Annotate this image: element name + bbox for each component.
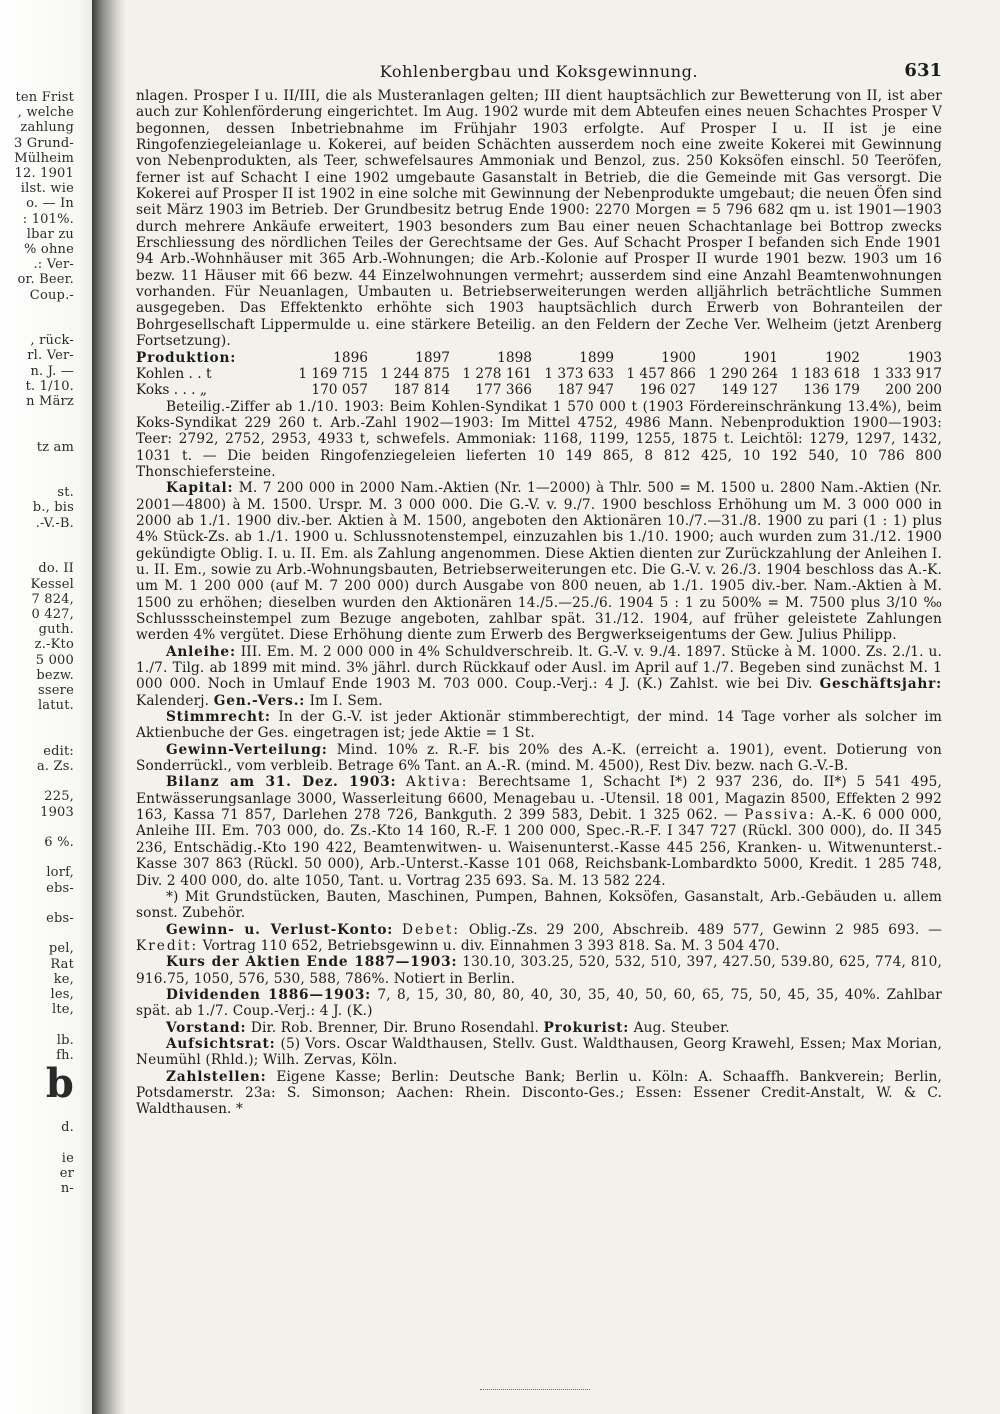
stimmrecht-text: In der G.-V. ist jeder Aktionär stimmberechtigt, der mind. 14 Tage vorher als solcher im Aktienbuche der Ges. eingetragen ist; jede Aktie = 1 St. xyxy=(136,709,942,742)
production-year: 1899 xyxy=(579,349,614,366)
margin-line: lbar zu xyxy=(26,226,74,242)
production-year: 1902 xyxy=(825,349,860,366)
production-value: 136 179 xyxy=(803,382,860,399)
page-number: 631 xyxy=(904,60,942,81)
gewinn-label: Gewinn-Verteilung: xyxy=(166,741,328,758)
production-header-row xyxy=(136,350,942,366)
margin-line: 7 824, xyxy=(31,591,74,607)
margin-line xyxy=(0,546,74,561)
gewinn-text: Mind. 10% z. R.-F. bis 20% des A.-K. (erreicht a. 1901), event. Dotierung von Sonderrückl., vom verbleib. Betrage 6% Tant. an A.-R. (mind. M. 4500), Rest Div. bezw. nach G.-V.-B. xyxy=(136,741,942,775)
debet-text: Oblig.-Zs. 29 200, Abschreib. 489 577, Gewinn 2 985 693. — xyxy=(468,921,942,938)
zahlstellen-paragraph xyxy=(136,1069,942,1118)
margin-line: 0 427, xyxy=(31,606,74,622)
margin-line: pel, xyxy=(48,941,74,957)
margin-line: 225, xyxy=(44,789,74,805)
production-value: 1 183 618 xyxy=(790,365,860,382)
page-header xyxy=(136,58,942,88)
margin-line xyxy=(0,729,74,744)
margin-line xyxy=(0,409,74,424)
margin-line: , rück- xyxy=(30,333,74,349)
margin-line: lb. xyxy=(56,1032,74,1048)
book-gutter-shadow xyxy=(92,0,126,1414)
margin-line: 5 000 xyxy=(35,652,74,668)
margin-line: ie xyxy=(61,1150,74,1166)
margin-line: , welche xyxy=(17,105,74,121)
margin-big-letter: b xyxy=(45,1063,74,1105)
production-value: 149 127 xyxy=(721,382,778,399)
margin-line: edit: xyxy=(43,743,74,759)
production-row-label: Kohlen . . t xyxy=(136,365,212,382)
margin-line xyxy=(0,1135,74,1150)
margin-line: 1903 xyxy=(40,804,74,820)
margin-line: a. Zs. xyxy=(36,758,74,774)
geschaeftsjahr-label: Geschäftsjahr: xyxy=(819,676,942,693)
margin-line: n. J. — xyxy=(30,363,74,379)
passiva-label: Passiva: xyxy=(744,807,816,824)
margin-line: Kessel xyxy=(30,576,74,592)
vorstand-label: Vorstand: xyxy=(166,1019,247,1036)
geschaeftsjahr-text: Kalenderj. xyxy=(136,692,210,709)
margin-line xyxy=(0,713,74,728)
production-value: 1 457 866 xyxy=(626,365,696,382)
aktiva-label: Aktiva: xyxy=(405,774,469,791)
dividenden-paragraph xyxy=(136,987,942,1020)
production-value: 170 057 xyxy=(311,382,368,399)
margin-line: z.-Kto xyxy=(34,637,74,653)
aufsichtsrat-text: (5) Vors. Oscar Waldthausen, Stellv. Gust. Waldthausen, Georg Krawehl, Essen; Max Morian, Neumühl (Rhld.); Wilh. Zervas, Köln. xyxy=(136,1035,942,1069)
margin-line: bezw. xyxy=(36,667,74,683)
production-year: 1903 xyxy=(907,349,942,366)
margin-line: .: Ver- xyxy=(33,257,74,273)
production-label: Produktion: xyxy=(136,349,237,366)
production-value: 187 814 xyxy=(393,382,450,399)
aktiva-text: Berechtsame 1, Schacht I*) 2 937 236, do. II*) 5 541 495, Entwässerungsanlage 3000, Wasserleitung 6600, Menagebau u. -Utensil. 18 001, Magazin 8500, Effekten 2 992 163, Kassa 71 857, Darlehen 278 726, Bankguth. 2 399 583, Debit. 1 325 062. — xyxy=(136,774,942,824)
margin-line xyxy=(0,1105,74,1120)
margin-line: fh. xyxy=(56,1047,74,1063)
stimmrecht-paragraph xyxy=(136,709,942,742)
kurs-paragraph xyxy=(136,954,942,987)
production-value: 1 290 264 xyxy=(708,365,778,382)
margin-line: latut. xyxy=(37,698,74,714)
genvers-text: Im I. Sem. xyxy=(309,692,383,709)
margin-line: do. II xyxy=(38,561,74,577)
margin-line: lte, xyxy=(51,1002,74,1018)
anleihe-paragraph xyxy=(136,644,942,709)
guv-paragraph xyxy=(136,922,942,955)
kapital-label: Kapital: xyxy=(166,480,234,497)
margin-line: ebs- xyxy=(46,880,74,896)
margin-line: Rat xyxy=(50,956,74,972)
production-value: 1 333 917 xyxy=(872,365,942,382)
dividenden-text: 7, 8, 15, 30, 80, 80, 40, 30, 35, 40, 50, 60, 65, 75, 50, 45, 35, 40%. Zahlbar spät. ab 1./7. Coup.-Verj.: 4 J. (K.) xyxy=(136,986,942,1020)
margin-line: or. Beer. xyxy=(17,272,74,288)
margin-line: d. xyxy=(61,1120,74,1136)
bilanz-paragraph xyxy=(136,774,942,888)
production-year: 1901 xyxy=(743,349,778,366)
margin-line: ke, xyxy=(53,971,74,987)
aufsichtsrat-paragraph xyxy=(136,1036,942,1069)
zahlstellen-text: Eigene Kasse; Berlin: Deutsche Bank; Berlin u. Köln: A. Schaaffh. Bankverein; Berlin, Potsdamerstr. 23a: S. Simonson; Aachen: Rhein. Disconto-Ges.; Essen: Essener Credit-Anstalt, W. & C. Waldthausen. * xyxy=(136,1068,942,1118)
production-value: 200 200 xyxy=(885,382,942,399)
footer-rule xyxy=(480,1389,590,1390)
production-value: 177 366 xyxy=(475,382,532,399)
prokurist-text: Aug. Steuber. xyxy=(633,1019,730,1036)
margin-line: : 101%. xyxy=(22,211,74,227)
margin-line: n März xyxy=(26,394,74,410)
left-page-fragment xyxy=(0,90,74,1196)
footnote: *) Mit Grundstücken, Bauten, Maschinen, Pumpen, Bahnen, Koksöfen, Gasanstalt, Arb.-Gebäuden u. allem sonst. Zubehör. xyxy=(136,888,942,922)
production-value: 196 027 xyxy=(639,382,696,399)
margin-line: ssere xyxy=(38,682,74,698)
kredit-label: Kredit: xyxy=(136,937,199,954)
document-page xyxy=(136,58,942,1118)
margin-line: zahlung xyxy=(20,120,74,136)
margin-line xyxy=(0,1017,74,1032)
production-table xyxy=(136,350,942,399)
margin-line xyxy=(0,455,74,470)
production-row-label: Koks . . . „ xyxy=(136,382,207,399)
margin-line: les, xyxy=(50,986,74,1002)
production-year: 1898 xyxy=(497,349,532,366)
margin-line: ten Frist xyxy=(15,90,74,105)
margin-line xyxy=(0,424,74,439)
margin-line: Coup.- xyxy=(29,287,74,303)
article-body xyxy=(136,88,942,1118)
debet-label: Debet: xyxy=(401,921,461,938)
margin-line: ilst. wie xyxy=(20,181,74,197)
margin-line xyxy=(0,303,74,318)
vorstand-text: Dir. Rob. Brenner, Dir. Bruno Rosendahl. xyxy=(250,1019,540,1036)
zahlstellen-label: Zahlstellen: xyxy=(166,1068,267,1085)
margin-line: 6 %. xyxy=(44,834,74,850)
kurs-label: Kurs der Aktien Ende 1887—1903: xyxy=(166,954,458,971)
dividenden-label: Dividenden 1886—1903: xyxy=(166,986,372,1003)
margin-line: st. xyxy=(57,485,74,501)
margin-line xyxy=(0,850,74,865)
anleihe-text: III. Em. M. 2 000 000 in 4% Schuldverschreib. lt. G.-V. v. 9./4. 1897. Stücke à M. 1000. Zs. 2./1. u. 1./7. Tilg. ab 1899 mit mind. 3% jährl. durch Rückkauf oder Ausl. im April auf 1./7. Begeben sind zunächst M. 1 000 000. Noch in Umlauf Ende 1903 M. 703 000. Coup.-Verj.: 4 J. (K.) Zahlst. wie bei Div. xyxy=(136,643,942,693)
margin-line xyxy=(0,531,74,546)
passiva-text: A.-K. 6 000 000, Anleihe III. Em. 703 000, do. Zs.-Kto 14 160, R.-F. 1 200 000, Spec.-R.-F. I 347 727 (Rückl. 300 000), do. II 345 236, Entschädig.-Kto 190 422, Beamtenwitwen- u. Waisenunterst.-Kasse 445 256, Kranken- u. Witwenunterst.-Kasse 307 863 (Rückl. 50 000), Arb.-Unterst.-Kasse 101 068, Reichsbank-Lombardkto 5000, Kredit. 1 285 748, Div. 2 400 000, do. alte 1050, Tant. u. Vortrag 235 693. Sa. M. 13 582 224. xyxy=(136,807,942,889)
production-value: 1 373 633 xyxy=(544,365,614,382)
genvers-label: Gen.-Vers.: xyxy=(213,692,306,709)
margin-line xyxy=(0,820,74,835)
prokurist-label: Prokurist: xyxy=(543,1019,630,1036)
production-value: 1 244 875 xyxy=(380,365,450,382)
margin-line: .-V.-B. xyxy=(35,515,74,531)
production-year: 1897 xyxy=(415,349,450,366)
margin-line: o. — In xyxy=(26,196,74,212)
margin-line: 12. 1901 xyxy=(14,166,74,182)
production-year: 1900 xyxy=(661,349,696,366)
production-row xyxy=(136,382,942,398)
production-year: 1896 xyxy=(333,349,368,366)
stimmrecht-label: Stimmrecht: xyxy=(166,709,271,726)
production-value: 1 278 161 xyxy=(462,365,532,382)
kapital-paragraph xyxy=(136,480,942,643)
margin-line: n- xyxy=(60,1181,74,1197)
margin-line: rl. Ver- xyxy=(27,348,74,364)
kapital-text: M. 7 200 000 in 2000 Nam.-Aktien (Nr. 1—2000) à Thlr. 500 = M. 1500 u. 2800 Nam.-Aktien (Nr. 2001—4800) à M. 1500. Urspr. M. 3 000 000. Die G.-V. v. 9./7. 1900 beschloss Erhöhung um M. 3 000 000 in 2000 ab 1./1. 1900 div.-ber. Aktien à M. 1500, angeboten den Aktionären 10./7.—31./8. 1900 zu pari (1 : 1) plus 4% Stück-Zs. ab 1./1. 1900 u. Schlussnotenstempel, einzuzahlen bis 1./10. 1900; auch wurden zum 31./12. 1900 gekündigte Oblig. I. u. II. Em. als Zahlung angenommen. Diese Aktien dienten zur Zurückzahlung der Anleihen I. u. II. Em., sowie zu Arb.-Wohnungsbauten, Betriebserweiterungen etc. Die G.-V. v. 26./3. 1904 beschloss das A.-K. um M. 1 200 000 (auf M. 7 200 000) durch Ausgabe von 800 neuen, ab 1./1. 1905 div.-ber. Nam.-Aktien à M. 1500 zu erhöhen; dieselben wurden den Aktionären 14./5.—25./6. 1904 5 : 1 zu 500% = M. 7500 plus 3/10 ‰ Schlussscheinstempel zum Bezuge angeboten, zahlbar spät. 31./12. 1904, auf früher geleistete Zahlungen werden 4% vergütet. Diese Erhöhung diente zum Erwerb des Bergwerkseigentums der Gew. Julius Philipp. xyxy=(136,480,942,644)
aufsichtsrat-label: Aufsichtsrat: xyxy=(166,1035,276,1052)
margin-line: guth. xyxy=(38,622,74,638)
production-row xyxy=(136,366,942,382)
anleihe-label: Anleihe: xyxy=(166,643,236,660)
margin-line xyxy=(0,774,74,789)
margin-line: b., bis xyxy=(32,500,74,516)
margin-line: ebs- xyxy=(46,910,74,926)
bilanz-label: Bilanz am 31. Dez. 1903: xyxy=(166,774,397,791)
production-value: 187 947 xyxy=(557,382,614,399)
kredit-text: Vortrag 110 652, Betriebsgewinn u. div. Einnahmen 3 393 818. Sa. M. 3 504 470. xyxy=(202,937,780,954)
gewinnverteilung-paragraph xyxy=(136,742,942,775)
running-title: Kohlenbergbau und Koksgewinnung. xyxy=(379,62,699,81)
vorstand-paragraph xyxy=(136,1020,942,1036)
margin-line: tz am xyxy=(36,439,74,455)
kurs-text: 130.10, 303.25, 520, 532, 510, 397, 427.50, 539.80, 625, 774, 810, 916.75, 1050, 576, 530, 588, 786%. Notiert in Berlin. xyxy=(136,954,942,987)
margin-line: Mülheim xyxy=(14,150,74,166)
margin-line xyxy=(0,470,74,485)
production-value: 1 169 715 xyxy=(298,365,368,382)
beteilig-paragraph: Beteilig.-Ziffer ab 1./10. 1903: Beim Kohlen-Syndikat 1 570 000 t (1903 Fördereinschränkung 13.4%), beim Koks-Syndikat 229 260 t. Arb.-Zahl 1902—1903: Im Mittel 4752, 4986 Mann. Nebenproduktion 1900—1903: Teer: 2792, 2752, 2953, 4933 t, schwefels. Ammoniak: 1168, 1199, 1255, 1875 t. Leichtöl: 1279, 1297, 1432, 1031 t. — Die beiden Ringofenziegeleien lieferten 10 149 865, 8 812 425, 10 192 540, 10 786 800 Thonschiefersteine. xyxy=(136,398,942,480)
guv-label: Gewinn- u. Verlust-Konto: xyxy=(166,921,394,938)
margin-line: lorf, xyxy=(46,865,74,881)
margin-line: t. 1/10. xyxy=(25,378,74,394)
margin-line xyxy=(0,318,74,333)
margin-line xyxy=(0,926,74,941)
intro-paragraph: nlagen. Prosper I u. II/III, die als Musteranlagen gelten; III dient hauptsächlich zur Bewetterung von II, ist aber auch zur Kohlenförderung eingerichtet. Im Aug. 1902 wurde mit dem Abteufen eines neuen Schachtes Prosper V begonnen, dessen Inbetriebnahme im Frühjahr 1903 erfolgte. Auf Prosper I u. II ist je eine Ringofenziegeleianlage u. Kokerei, auf beiden Schächten ausserdem noch eine zweite Kokerei mit Gewinnung von Nebenprodukten, als Teer, schwefelsaures Ammoniak und Benzol, zus. 250 Koksöfen einschl. 50 Teeröfen, ferner ist auf Schacht I eine 1902 umgebaute Gasanstalt in Betrieb, die die Gemeinde mit Gas versorgt. Die Kokerei auf Prosper II ist 1902 in eine solche mit Gewinnung der Nebenprodukte umgebaut; die neuen Öfen sind seit März 1903 im Betrieb. Der Grundbesitz betrug Ende 1900: 2270 Morgen = 5 796 682 qm u. ist 1901—1903 durch mehrere Ankäufe erweitert, 1903 besonders zum Bau einer neuen Schachtanlage bei Bottrop zwecks Erschliessung des nördlichen Teiles der Gerechtsame der Ges. Auf Schacht Prosper I befanden sich Ende 1901 94 Arb.-Wohnhäuser mit 365 Arb.-Wohnungen; die Arb.-Kolonie auf Prosper II wurde 1901 bezw. 1903 um 16 bezw. 11 Häuser mit 66 bezw. 44 Einzelwohnungen vermehrt; ausserdem sind eine Anzahl Beamtenwohnungen vorhanden. Für Neuanlagen, Umbauten u. Betriebserweiterungen werden alljährlich beträchtliche Summen ausgegeben. Das Effektenkto erhöhte sich 1903 hauptsächlich durch Erwerb von Bohranteilen der Bohrgesellschaft Lippermulde u. eine stärkere Beteilig. an den Feldern der Zeche Ver. Welheim (jetzt Arenberg Fortsetzung). xyxy=(136,88,942,350)
margin-line: er xyxy=(59,1165,74,1181)
margin-line xyxy=(0,896,74,911)
margin-line: 3 Grund- xyxy=(13,135,74,151)
margin-line: % ohne xyxy=(24,242,74,258)
